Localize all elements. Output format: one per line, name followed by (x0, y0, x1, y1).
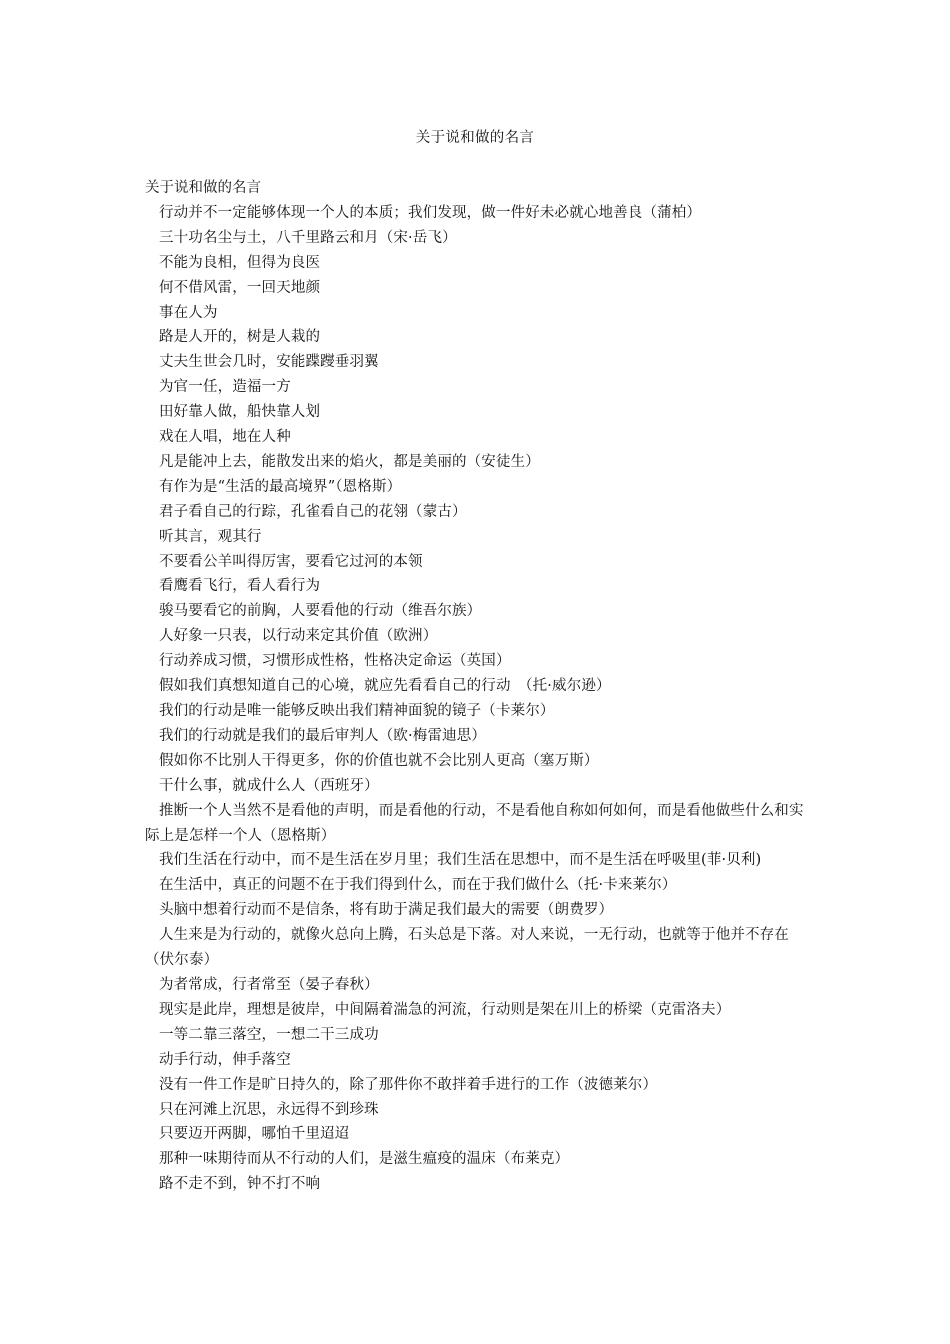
quote-paragraph: 一等二靠三落空，一想二干三成功 (159, 1026, 379, 1043)
quote-paragraph: 不要看公羊叫得厉害，要看它过河的本领 (159, 553, 423, 570)
quote-paragraph: 没有一件工作是旷日持久的，除了那件你不敢拌着手进行的工作（波德莱尔） (159, 1076, 658, 1093)
quote-paragraph: 只在河滩上沉思，永远得不到珍珠 (159, 1101, 379, 1118)
quote-paragraph: 我们生活在行动中，而不是生活在岁月里；我们生活在思想中，而不是生活在呼吸里(菲·贝利) (159, 852, 762, 869)
quote-paragraph: 我们的行动是唯一能够反映出我们精神面貌的镜子（卡莱尔） (159, 703, 555, 720)
quote-paragraph: 看鹰看飞行，看人看行为 (159, 578, 321, 595)
quote-paragraph: 事在人为 (159, 304, 218, 321)
quote-paragraph: 那种一味期待而从不行动的人们，是滋生瘟疫的温床（布莱克） (159, 1151, 570, 1168)
quote-paragraph: 君子看自己的行踪，孔雀看自己的花翎（蒙古） (159, 503, 467, 520)
quote-paragraph: 动手行动，伸手落空 (159, 1051, 291, 1068)
quote-paragraph: 假如我们真想知道自己的心境，就应先看看自己的行动 （托·威尔逊） (159, 678, 611, 695)
quote-paragraph: 行动并不一定能够体现一个人的本质；我们发现，做一件好未必就心地善良（蒲柏） (159, 204, 702, 221)
quote-list (145, 201, 810, 1197)
document-subtitle: 关于说和做的名言 (145, 180, 261, 196)
quote-paragraph: 干什么事，就成什么人（西班牙） (159, 777, 379, 794)
quote-paragraph: 骏马要看它的前胸，人要看他的行动（维吾尔族） (159, 603, 482, 620)
quote-paragraph: 推断一个人当然不是看他的声明，而是看他的行动，不是看他自称如何如何，而是看他做些什么和实际上是怎样一个人（恩格斯） (145, 802, 804, 844)
quote-paragraph: 行动养成习惯，习惯形成性格，性格决定命运（英国） (159, 653, 511, 670)
quote-paragraph: 为官一任，造福一方 (159, 379, 291, 396)
quote-paragraph: 假如你不比别人干得更多，你的价值也就不会比别人更高（塞万斯） (159, 752, 599, 769)
quote-paragraph: 现实是此岸，理想是彼岸，中间隔着湍急的河流，行动则是架在川上的桥梁（克雷洛夫） (159, 1001, 731, 1018)
quote-paragraph: 有作为是“生活的最高境界”（恩格斯） (159, 478, 402, 495)
quote-paragraph: 路是人开的，树是人栽的 (159, 329, 321, 346)
quote-paragraph: 人好象一只表，以行动来定其价值（欧洲） (159, 628, 438, 645)
quote-paragraph: 为者常成，行者常至（晏子春秋） (159, 976, 379, 993)
quote-paragraph: 田好靠人做，船快靠人划 (159, 404, 321, 421)
quote-paragraph: 丈夫生世会几时，安能蹀躞垂羽翼 (159, 354, 379, 371)
quote-paragraph: 我们的行动就是我们的最后审判人（欧·梅雷迪思） (159, 727, 487, 744)
document-title: 关于说和做的名言 (415, 130, 535, 146)
quote-paragraph: 只要迈开两脚，哪怕千里迢迢 (159, 1126, 350, 1143)
document-body (145, 176, 810, 1197)
quote-paragraph: 三十功名尘与土，八千里路云和月（宋·岳飞） (159, 229, 457, 246)
quote-paragraph: 人生来是为行动的，就像火总向上腾，石头总是下落。对人来说，一无行动，也就等于他并不存在（伏尔泰） (145, 927, 789, 969)
quote-paragraph: 头脑中想着行动而不是信条，将有助于满足我们最大的需要（朗费罗） (159, 902, 614, 919)
quote-paragraph: 不能为良相，但得为良医 (159, 254, 321, 271)
quote-paragraph: 路不走不到，钟不打不响 (159, 1176, 321, 1193)
quote-paragraph: 听其言，观其行 (159, 528, 262, 545)
quote-paragraph: 在生活中，真正的问题不在于我们得到什么，而在于我们做什么（托·卡来莱尔） (159, 877, 677, 894)
quote-paragraph: 戏在人唱，地在人种 (159, 429, 291, 446)
quote-paragraph: 何不借风雷，一回天地颜 (159, 279, 321, 296)
quote-paragraph: 凡是能冲上去，能散发出来的焰火，都是美丽的（安徒生） (159, 453, 540, 470)
